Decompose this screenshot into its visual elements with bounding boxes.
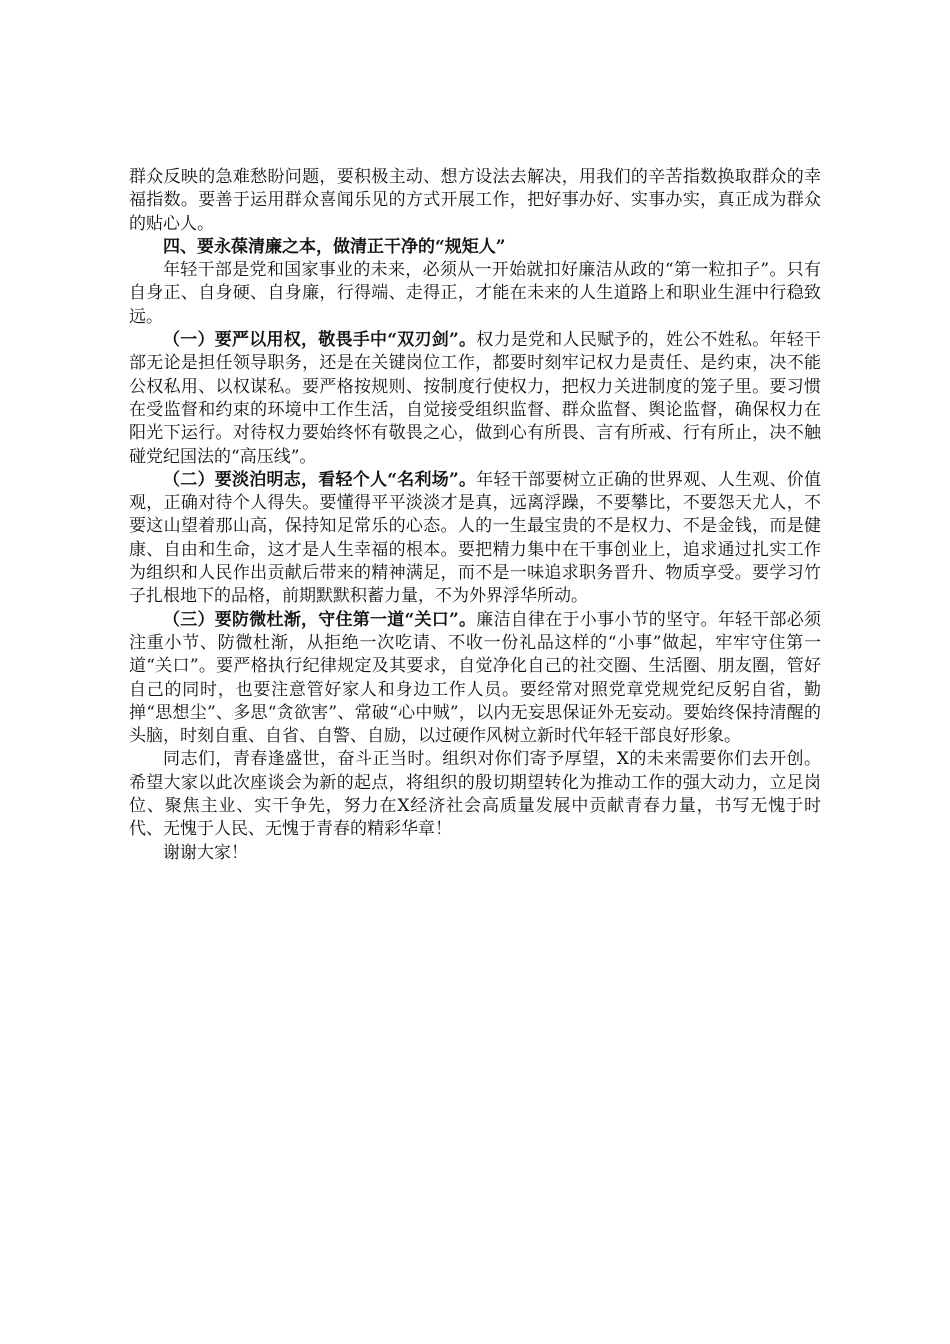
subsection-paragraph <box>129 329 821 469</box>
subsection-title: （三）要防微杜渐，守住第一道“关口”。 <box>163 609 477 630</box>
subsection-paragraph <box>129 609 821 749</box>
subsection-title: （二）要淡泊明志，看轻个人“名利场”。 <box>163 469 477 490</box>
section-heading: 四、要永葆清廉之本，做清正干净的“规矩人” <box>163 236 506 257</box>
body-paragraph: 年轻干部是党和国家事业的未来，必须从一开始就扣好廉洁从政的“第一粒扣子”。只有自身正、自身硬、自身廉，行得端、走得正，才能在未来的人生道路上和职业生涯中行稳致远。 <box>129 260 821 327</box>
document-page <box>129 166 821 865</box>
thanks-line: 谢谢大家！ <box>163 842 248 863</box>
subsection-paragraph <box>129 469 821 609</box>
subsection-title: （一）要严以用权，敬畏手中“双刃剑”。 <box>163 330 477 351</box>
subsection-body: 廉洁自律在于小事小节的坚守。年轻干部必须注重小节、防微杜渐，从拒绝一次吃请、不收一份礼品这样的“小事”做起，牢牢守住第一道“关口”。要严格执行纪律规定及其要求，自觉净化自己的社交圈、生活圈、朋友圈，管好自己的同时，也要注意管好家人和身边工作人员。要经常对照党章党规党纪反躬自省，勤掸“思想尘”、多思“贪欲害”、常破“心中贼”，以内无妄思保证外无妄动。要始终保持清醒的头脑，时刻自重、自省、自警、自励，以过硬作风树立新时代年轻干部良好形象。 <box>129 609 821 747</box>
closing-paragraph: 同志们，青春逢盛世，奋斗正当时。组织对你们寄予厚望，X的未来需要你们去开创。希望大家以此次座谈会为新的起点，将组织的殷切期望转化为推动工作的强大动力，立足岗位、聚焦主业、实干争先，努力在X经济社会高质量发展中贡献青春力量，书写无愧于时代、无愧于人民、无愧于青春的精彩华章！ <box>129 749 821 840</box>
body-paragraph: 群众反映的急难愁盼问题，要积极主动、想方设法去解决，用我们的辛苦指数换取群众的幸福指数。要善于运用群众喜闻乐见的方式开展工作，把好事办好、实事办实，真正成为群众的贴心人。 <box>129 167 821 234</box>
subsection-body: 年轻干部要树立正确的世界观、人生观、价值观，正确对待个人得失。要懂得平平淡淡才是真，远离浮躁，不要攀比，不要怨天尤人，不要这山望着那山高，保持知足常乐的心态。人的一生最宝贵的不是权力、不是金钱，而是健康、自由和生命，这才是人生幸福的根本。要把精力集中在干事创业上，追求通过扎实工作为组织和人民作出贡献后带来的精神满足，而不是一味追求职务晋升、物质享受。要学习竹子扎根地下的品格，前期默默积蓄力量，不为外界浮华所动。 <box>129 469 821 607</box>
subsection-body: 权力是党和人民赋予的，姓公不姓私。年轻干部无论是担任领导职务，还是在关键岗位工作，都要时刻牢记权力是责任、是约束，决不能公权私用、以权谋私。要严格按规则、按制度行使权力，把权力关进制度的笼子里。要习惯在受监督和约束的环境中工作生活，自觉接受组织监督、群众监督、舆论监督，确保权力在阳光下运行。对待权力要始终怀有敬畏之心，做到心有所畏、言有所戒、行有所止，决不触碰党纪国法的“高压线”。 <box>129 330 821 467</box>
